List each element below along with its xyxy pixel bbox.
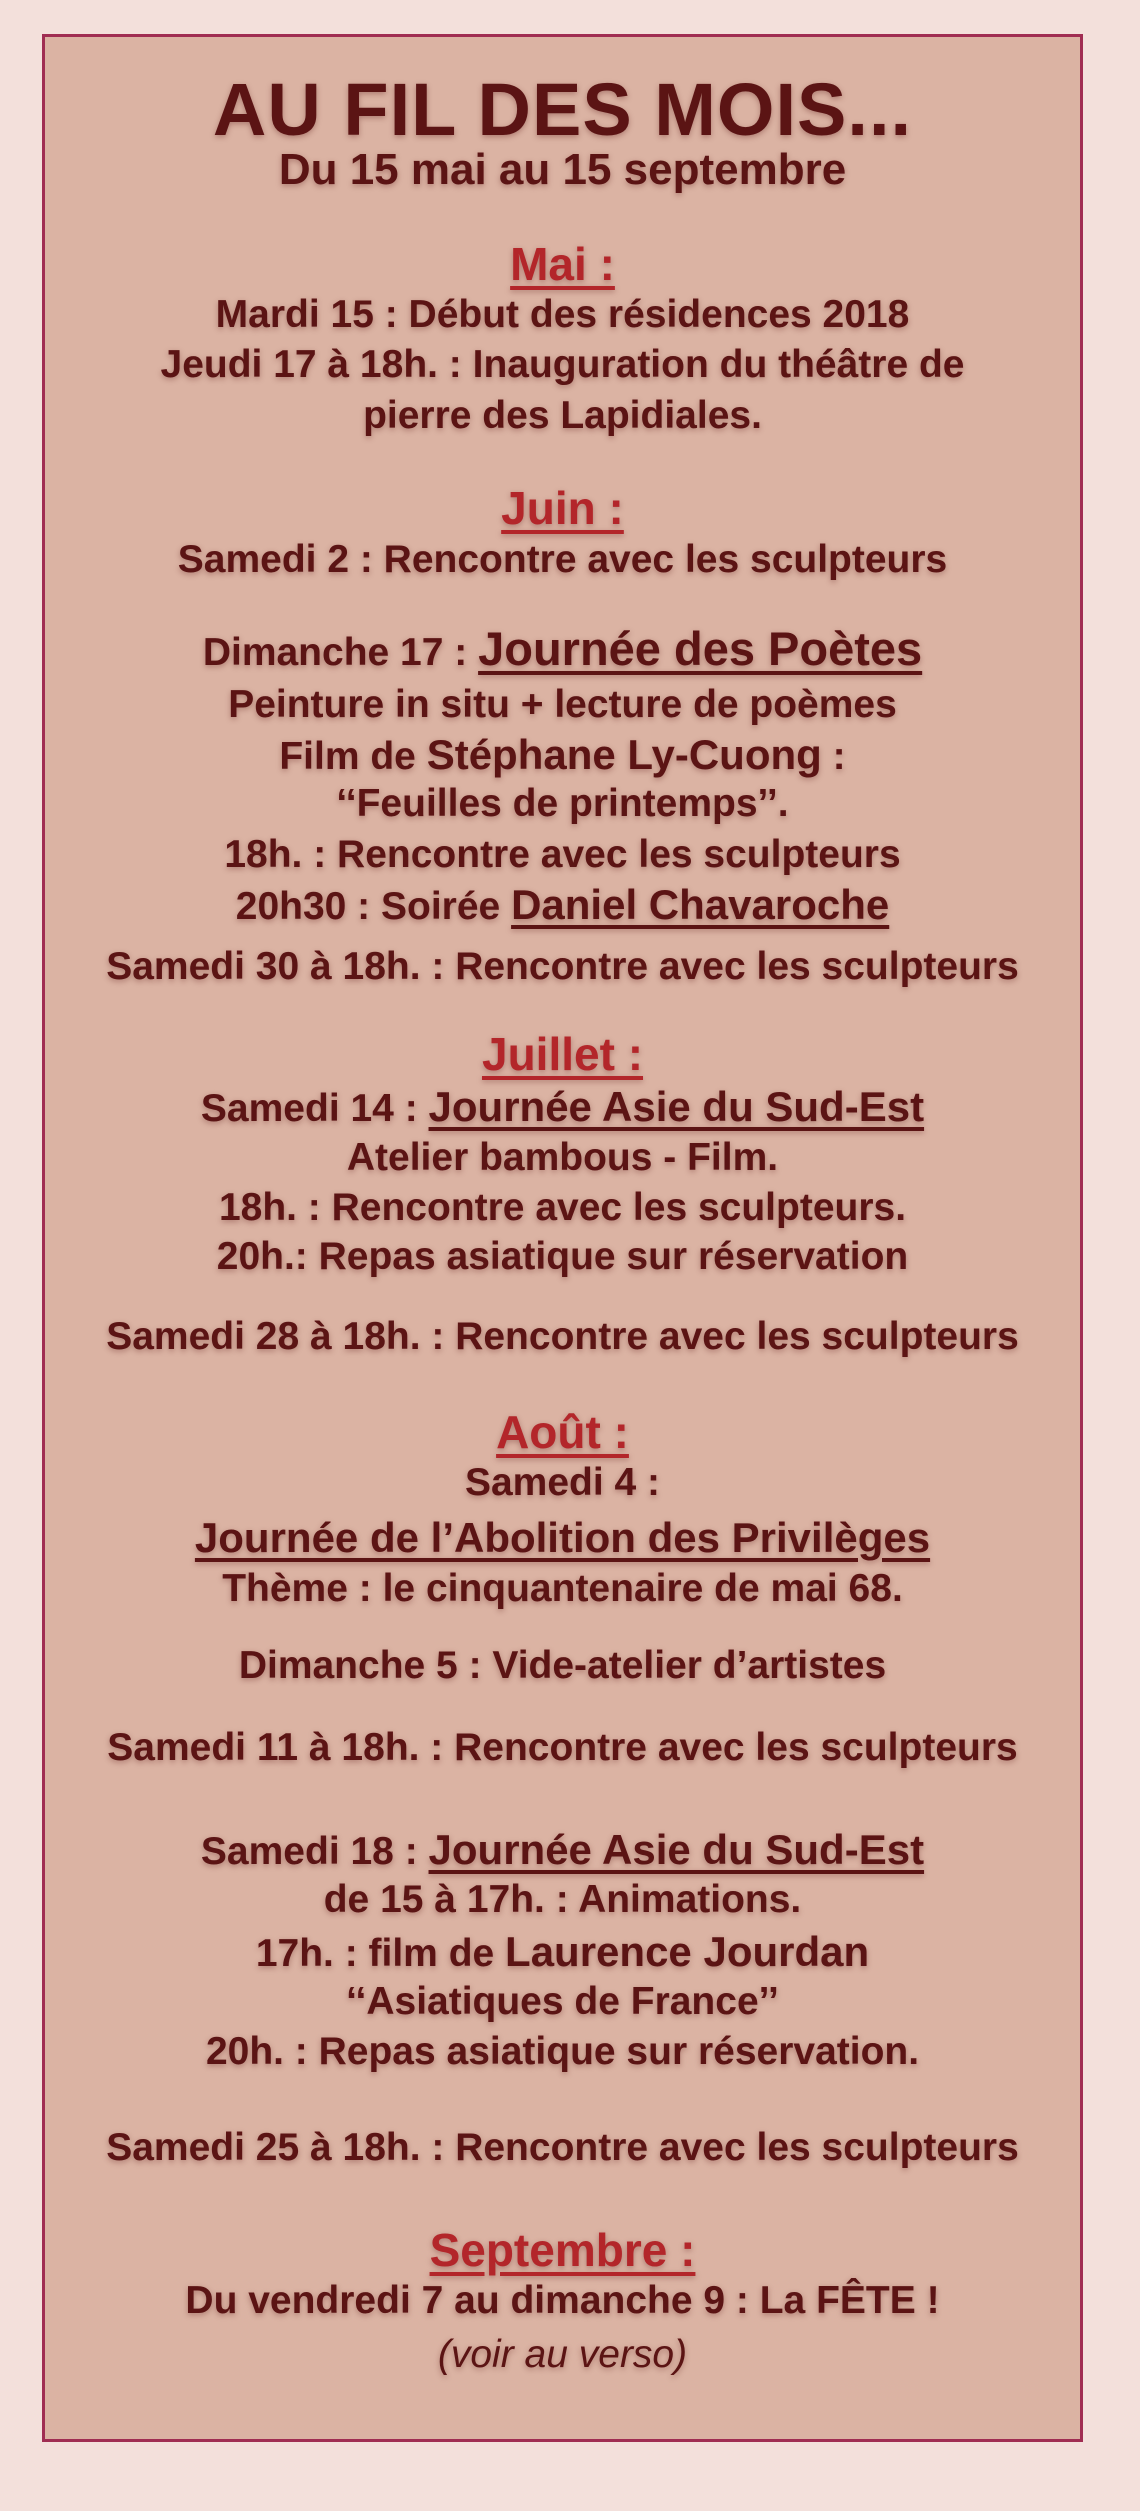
event-journee-asie-2: Journée Asie du Sud-Est [428,1826,925,1873]
aout-entry-3: Thème : le cinquantenaire de mai 68. [222,1567,903,1610]
juillet-entry-1 [45,1083,1080,1131]
event-journee-asie-1: Journée Asie du Sud-Est [428,1083,925,1130]
juillet-entry-4: 20h.: Repas asiatique sur réservation [216,1235,909,1278]
aout-entry-7: de 15 à 17h. : Animations. [323,1878,802,1921]
month-heading-juillet: Juillet : [481,1028,644,1080]
mai-entry-2: Jeudi 17 à 18h. : Inauguration du théâtre de [160,343,965,386]
juillet-entry-1-prefix: Samedi 14 : [200,1087,429,1130]
aout-entry-4: Dimanche 5 : Vide-atelier d’artistes [238,1644,887,1687]
name-stephane-ly-cuong: Stéphane Ly-Cuong [426,731,822,778]
month-heading-aout: Août : [496,1406,629,1458]
month-heading-mai: Mai : [510,238,615,290]
aout-entry-8-prefix: 17h. : film de [255,1932,506,1975]
juin-entry-2-prefix: Dimanche 17 : [202,631,479,674]
aout-entry-11: Samedi 25 à 18h. : Rencontre avec les sculpteurs [106,2126,1019,2169]
aout-entry-6-prefix: Samedi 18 : [200,1830,429,1873]
aout-entry-1: Samedi 4 : [464,1461,661,1504]
event-journee-des-poetes: Journée des Poètes [478,622,923,675]
page-title: AU FIL DES MOIS... [212,68,913,151]
event-abolition-des-privileges: Journée de l’Abolition des Privilèges [194,1514,931,1561]
septembre-entry-1: Du vendredi 7 au dimanche 9 : La FÊTE ! [185,2279,940,2322]
voir-au-verso-note: (voir au verso) [437,2333,688,2376]
juin-entry-4-suffix: : [821,735,846,778]
juin-entry-5: ‘‘Feuilles de printemps’’. [336,782,789,825]
name-laurence-jourdan: Laurence Jourdan [505,1928,870,1975]
juin-entry-4-prefix: Film de [279,735,427,778]
aout-entry-8 [45,1928,1080,1976]
juin-entry-4 [45,731,1080,779]
juillet-entry-2: Atelier bambous - Film. [346,1136,779,1179]
juin-entry-1: Samedi 2 : Rencontre avec les sculpteurs [177,538,948,581]
aout-entry-9: ‘‘Asiatiques de France’’ [346,1980,779,2023]
mai-entry-1: Mardi 15 : Début des résidences 2018 [215,293,910,336]
mai-entry-3: pierre des Lapidiales. [363,394,762,437]
month-heading-septembre: Septembre : [429,2224,696,2276]
page-subtitle: Du 15 mai au 15 septembre [278,145,847,194]
aout-entry-10: 20h. : Repas asiatique sur réservation. [205,2030,920,2073]
juin-entry-2 [45,621,1080,676]
juillet-entry-3: 18h. : Rencontre avec les sculpteurs. [218,1186,907,1229]
juin-entry-3: Peinture in situ + lecture de poèmes [228,683,897,726]
juin-entry-7 [45,881,1080,929]
name-daniel-chavaroche: Daniel Chavaroche [511,881,890,928]
juin-entry-8: Samedi 30 à 18h. : Rencontre avec les sculpteurs [106,945,1019,988]
juin-entry-7-prefix: 20h30 : Soirée [235,885,512,928]
juillet-entry-5: Samedi 28 à 18h. : Rencontre avec les sculpteurs [106,1315,1019,1358]
aout-entry-6 [45,1826,1080,1874]
aout-entry-5: Samedi 11 à 18h. : Rencontre avec les sculpteurs [107,1726,1018,1769]
program-panel [42,34,1083,2442]
month-heading-juin: Juin : [501,482,624,534]
juin-entry-6: 18h. : Rencontre avec les sculpteurs [224,833,901,876]
